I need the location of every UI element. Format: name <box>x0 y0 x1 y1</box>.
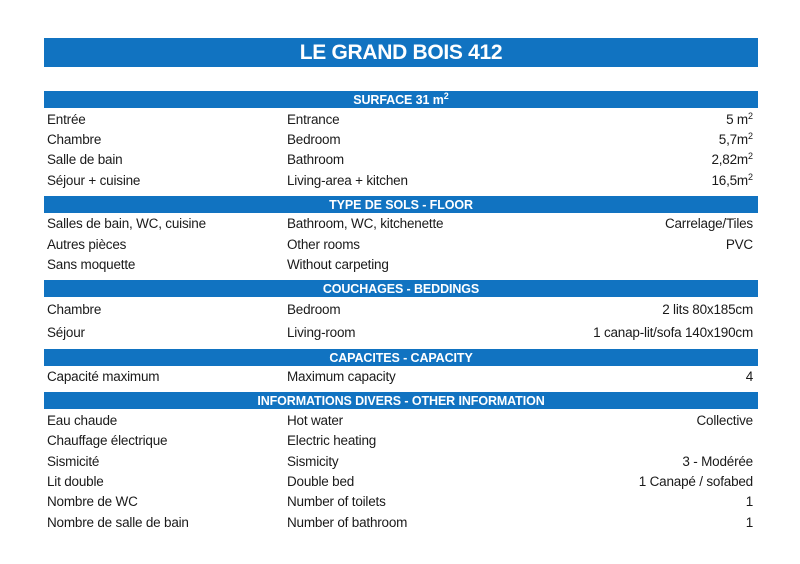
row-label-en: Bedroom <box>287 301 341 317</box>
sections-container <box>44 91 758 532</box>
row-label-fr: Salles de bain, WC, cuisine <box>47 216 206 232</box>
row-label-en: Bedroom <box>287 132 341 148</box>
row-value: 4 <box>745 369 753 385</box>
table-row <box>44 492 758 512</box>
row-value: 1 Canapé / sofabed <box>638 473 753 489</box>
row-value: 1 <box>745 514 753 530</box>
section-header-capacites: CAPACITES - CAPACITY <box>44 349 758 366</box>
row-label-fr: Eau chaude <box>47 412 118 428</box>
table-row <box>44 214 758 234</box>
section-header-informations: INFORMATIONS DIVERS - OTHER INFORMATION <box>44 392 758 409</box>
row-value: 1 canap-lit/sofa 140x190cm <box>593 324 753 340</box>
row-label-fr: Sans moquette <box>47 257 136 273</box>
section-rows <box>44 366 758 387</box>
row-label-fr: Autres pièces <box>47 236 127 252</box>
row-value: $16,5m^2$ <box>711 171 753 188</box>
row-label-en: Living-room <box>287 324 356 340</box>
section-rows <box>44 297 758 344</box>
row-label-en: Bathroom <box>287 152 344 168</box>
row-value: 5 $m^2$ <box>726 110 753 127</box>
table-row <box>44 170 758 190</box>
row-value: $2,82m^2$ <box>711 151 753 168</box>
datasheet-content <box>44 38 758 532</box>
page-title: LE GRAND BOIS 412 <box>44 38 758 67</box>
section-header-sols: TYPE DE SOLS - FLOOR <box>44 196 758 213</box>
row-label-en: Hot water <box>287 412 343 428</box>
row-label-en: Other rooms <box>287 236 360 252</box>
row-label-fr: Sismicité <box>47 453 100 469</box>
row-label-fr: Séjour <box>47 324 85 340</box>
row-label-en: Number of bathroom <box>287 514 408 530</box>
row-label-en: Without carpeting <box>287 257 389 273</box>
table-row <box>44 367 758 387</box>
section-header-couchages: COUCHAGES - BEDDINGS <box>44 280 758 297</box>
row-value: 2 lits 80x185cm <box>662 301 753 317</box>
row-label-en: Bathroom, WC, kitchenette <box>287 216 444 232</box>
table-row <box>44 109 758 129</box>
row-label-en: Double bed <box>287 473 355 489</box>
row-label-fr: Nombre de WC <box>47 494 138 510</box>
section-rows <box>44 213 758 275</box>
row-value: 3 - Modérée <box>682 453 753 469</box>
row-label-fr: Entrée <box>47 111 86 127</box>
row-label-en: Entrance <box>287 111 340 127</box>
table-row <box>44 150 758 170</box>
section-capacites <box>44 349 758 387</box>
table-row <box>44 431 758 451</box>
row-label-en: Maximum capacity <box>287 369 396 385</box>
section-rows <box>44 409 758 532</box>
table-row <box>44 410 758 430</box>
row-value: 1 <box>745 494 753 510</box>
table-row <box>44 129 758 149</box>
table-row <box>44 471 758 491</box>
table-row <box>44 451 758 471</box>
row-label-fr: Lit double <box>47 473 104 489</box>
row-label-fr: Chambre <box>47 132 102 148</box>
row-label-fr: Chauffage électrique <box>47 433 168 449</box>
row-label-fr: Nombre de salle de bain <box>47 514 189 530</box>
section-header-surface: SURFACE 31 $m^2$ <box>44 91 758 108</box>
table-row <box>44 254 758 274</box>
row-label-en: Living-area + kitchen <box>287 172 408 188</box>
row-label-fr: Salle de bain <box>47 152 123 168</box>
row-value: PVC <box>725 236 753 252</box>
row-value: Carrelage/Tiles <box>664 216 753 232</box>
table-row <box>44 298 758 321</box>
row-label-en: Electric heating <box>287 433 377 449</box>
row-label-fr: Chambre <box>47 301 102 317</box>
section-rows <box>44 108 758 191</box>
section-sols <box>44 196 758 275</box>
row-label-en: Sismicity <box>287 453 339 469</box>
row-value: $5,7m^2$ <box>718 131 753 148</box>
section-surface <box>44 91 758 191</box>
row-label-fr: Capacité maximum <box>47 369 160 385</box>
section-informations <box>44 392 758 532</box>
row-label-fr: Séjour + cuisine <box>47 172 141 188</box>
table-row <box>44 321 758 344</box>
table-row <box>44 234 758 254</box>
row-value: Collective <box>696 412 753 428</box>
section-couchages <box>44 280 758 344</box>
row-label-en: Number of toilets <box>287 494 386 510</box>
table-row <box>44 512 758 532</box>
